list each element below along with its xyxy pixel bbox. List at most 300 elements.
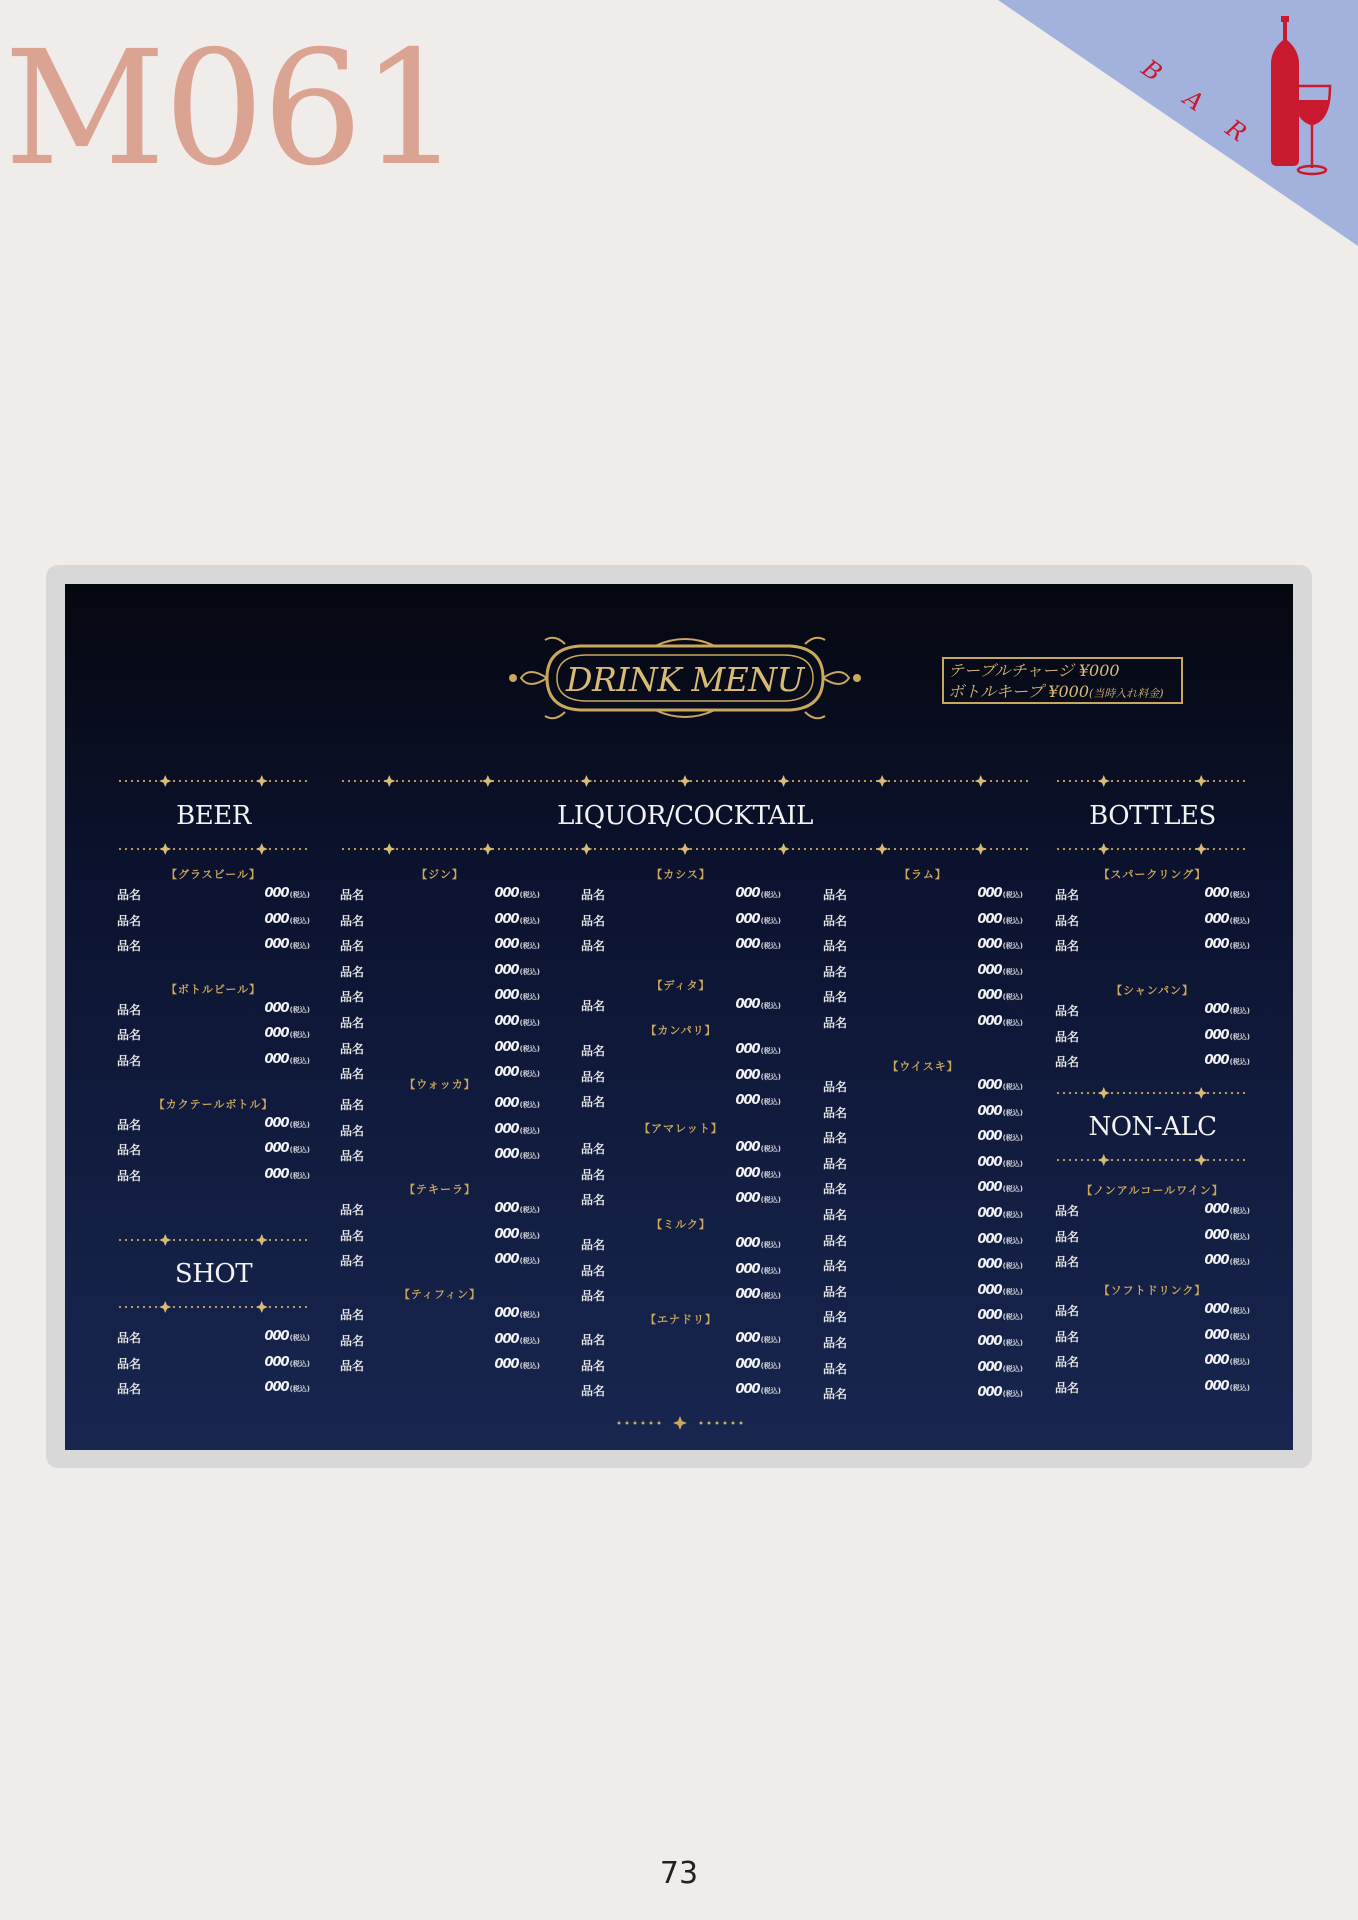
item-price: [977, 1360, 1023, 1375]
table-charge: テーブルチャージ ¥000: [948, 661, 1120, 680]
item-price-value: 000: [264, 911, 289, 927]
menu-item-row: [823, 1180, 1023, 1198]
group-label: 【アマレット】: [639, 1122, 723, 1135]
item-tax-note: (税込): [1229, 1207, 1250, 1215]
item-tax-note: (税込): [1229, 1332, 1250, 1341]
item-name: 品名: [581, 1069, 606, 1084]
item-price: [1204, 912, 1250, 927]
item-price: [977, 886, 1023, 901]
item-price: [735, 1287, 781, 1302]
item-name: 品名: [340, 1359, 365, 1374]
menu-item-row: [117, 1026, 310, 1044]
item-name: 品名: [581, 1095, 606, 1110]
menu-item-row: [117, 1167, 310, 1185]
item-tax-note: (税込): [760, 916, 781, 925]
item-tax-note: (税込): [519, 1070, 540, 1079]
item-name: 品名: [340, 1149, 365, 1164]
item-tax-note: (税込): [519, 1019, 540, 1027]
item-name: 品名: [1055, 1329, 1080, 1344]
bottom-ornament: [615, 1416, 745, 1430]
group-label: 【ウォッカ】: [404, 1078, 476, 1091]
menu-item-row: [117, 1052, 310, 1070]
item-price: [494, 1014, 540, 1029]
item-price-value: 000: [977, 1231, 1002, 1247]
item-name: 品名: [117, 1143, 142, 1158]
item-price-value: 000: [735, 1287, 760, 1303]
item-price: [494, 1252, 540, 1267]
item-price-value: 000: [264, 1052, 289, 1067]
item-name: 品名: [823, 1233, 848, 1248]
item-tax-note: (税込): [1229, 1307, 1250, 1315]
item-tax-note: (税込): [760, 942, 781, 951]
menu-item-row: [1055, 1053, 1250, 1071]
item-name: 品名: [581, 913, 606, 928]
page-number: 73: [659, 1856, 699, 1891]
item-name: 品名: [823, 964, 848, 979]
menu-item-row: [117, 1141, 310, 1159]
menu-item-row: [340, 912, 540, 930]
menu-item-row: [340, 1357, 540, 1375]
item-price-value: 000: [494, 886, 519, 901]
item-price-value: 000: [1204, 911, 1229, 927]
menu-item-row: [1055, 886, 1250, 904]
item-price-value: 000: [494, 1357, 519, 1373]
item-price-value: 000: [264, 1166, 289, 1182]
menu-item-row: [581, 1357, 781, 1375]
svg-text:B: B: [1136, 53, 1168, 88]
item-name: 品名: [340, 964, 365, 979]
menu-item-row: [117, 937, 310, 955]
item-name: 品名: [823, 1284, 848, 1299]
item-price-value: 000: [494, 1096, 519, 1111]
gold-ornament-divider: [340, 775, 1030, 787]
menu-item-row: [823, 937, 1023, 955]
item-tax-note: (税込): [1229, 942, 1250, 951]
item-price: [977, 912, 1023, 927]
item-name: 品名: [340, 939, 365, 954]
item-name: 品名: [823, 913, 848, 928]
item-price: [1204, 1302, 1250, 1317]
item-price-value: 000: [977, 1359, 1002, 1375]
item-price: [735, 1236, 781, 1251]
menu-item-row: [581, 1331, 781, 1349]
item-tax-note: (税込): [1002, 916, 1023, 925]
item-price: [735, 1042, 781, 1057]
charge-box: [942, 657, 1183, 704]
menu-item-row: [1055, 1353, 1250, 1371]
item-price: [494, 963, 540, 978]
item-price: [494, 1227, 540, 1242]
item-price: [264, 1380, 310, 1395]
item-price: [264, 1167, 310, 1182]
item-tax-note: (税込): [760, 1336, 781, 1344]
item-name: 品名: [581, 1263, 606, 1278]
item-price: [977, 1257, 1023, 1272]
group-label: 【ミルク】: [651, 1218, 711, 1231]
item-tax-note: (税込): [519, 1231, 540, 1240]
item-tax-note: (税込): [519, 1044, 540, 1053]
item-price-value: 000: [977, 937, 1002, 953]
item-name: 品名: [823, 990, 848, 1005]
item-name: 品名: [823, 1182, 848, 1197]
item-price-value: 000: [264, 1380, 289, 1396]
item-tax-note: (税込): [289, 1031, 310, 1040]
gold-ornament-divider: [340, 843, 1030, 855]
item-name: 品名: [581, 888, 606, 902]
gold-ornament-divider: [117, 1234, 310, 1246]
item-tax-note: (税込): [1002, 1159, 1023, 1168]
item-tax-note: (税込): [289, 1120, 310, 1129]
item-name: 品名: [823, 1016, 848, 1030]
item-tax-note: (税込): [519, 942, 540, 951]
item-tax-note: (税込): [1002, 942, 1023, 951]
item-tax-note: (税込): [760, 1145, 781, 1153]
item-name: 品名: [1055, 1380, 1080, 1395]
liquor-title: LIQUOR/COCKTAIL: [557, 801, 813, 831]
gold-ornament-divider: [1055, 843, 1250, 855]
item-tax-note: (税込): [760, 1170, 781, 1179]
menu-item-row: [117, 886, 310, 904]
item-name: 品名: [117, 913, 142, 928]
item-price: [264, 937, 310, 952]
shot-title: SHOT: [174, 1259, 253, 1289]
item-tax-note: (税込): [289, 891, 310, 899]
item-price: [735, 912, 781, 927]
item-name: 品名: [1055, 1255, 1080, 1270]
item-tax-note: (税込): [519, 1257, 540, 1266]
item-tax-note: (税込): [1229, 1058, 1250, 1067]
item-price-value: 000: [264, 937, 289, 953]
item-price: [977, 1104, 1023, 1119]
item-price: [494, 1201, 540, 1216]
gold-ornament-divider: [117, 843, 310, 855]
item-price-value: 000: [735, 937, 760, 953]
menu-item-row: [823, 1385, 1023, 1403]
menu-item-row: [1055, 1002, 1250, 1020]
item-price: [977, 1155, 1023, 1170]
group-label: 【スパークリング】: [1098, 868, 1207, 881]
item-price: [1204, 886, 1250, 901]
menu-item-row: [1055, 1328, 1250, 1346]
menu-item-row: [581, 1093, 781, 1111]
item-price-value: 000: [494, 1201, 519, 1216]
item-price: [735, 1140, 781, 1155]
item-price: [494, 1332, 540, 1347]
group-label: 【ジン】: [416, 868, 464, 881]
bottles-title: BOTTLES: [1089, 801, 1216, 831]
item-tax-note: (税込): [1002, 891, 1023, 899]
item-price-value: 000: [1204, 1202, 1229, 1217]
gold-ornament-divider: [117, 775, 310, 787]
item-tax-note: (税込): [1002, 1313, 1023, 1322]
item-name: 品名: [1055, 1004, 1080, 1018]
item-price-value: 000: [735, 1261, 760, 1277]
item-price-value: 000: [735, 1382, 760, 1398]
item-price-value: 000: [735, 1356, 760, 1372]
menu-item-row: [1055, 1253, 1250, 1271]
item-price-value: 000: [977, 911, 1002, 927]
menu-item-row: [823, 1155, 1023, 1173]
item-tax-note: (税込): [519, 1362, 540, 1371]
item-price: [977, 937, 1023, 952]
item-price-value: 000: [264, 1026, 289, 1042]
item-name: 品名: [117, 1168, 142, 1183]
item-tax-note: (税込): [1229, 1358, 1250, 1367]
gold-ornament-divider: [117, 1301, 310, 1313]
menu-item-row: [581, 1382, 781, 1400]
item-name: 品名: [823, 1387, 848, 1402]
item-tax-note: (税込): [519, 1311, 540, 1319]
item-tax-note: (税込): [289, 1005, 310, 1014]
item-price-value: 000: [494, 1226, 519, 1242]
item-price-value: 000: [1204, 1353, 1229, 1369]
item-price-value: 000: [1204, 1327, 1229, 1343]
menu-item-row: [1055, 1028, 1250, 1046]
item-price-value: 000: [735, 1165, 760, 1181]
item-price-value: 000: [494, 1065, 519, 1081]
group-label: 【シャンパン】: [1110, 984, 1194, 997]
svg-text:R: R: [1220, 113, 1252, 148]
item-name: 品名: [823, 1208, 848, 1222]
item-price-value: 000: [1204, 937, 1229, 953]
item-name: 品名: [1055, 1055, 1080, 1070]
item-price-value: 000: [1204, 1253, 1229, 1269]
item-price: [735, 1068, 781, 1083]
item-price: [494, 937, 540, 952]
item-price: [735, 886, 781, 901]
item-tax-note: (税込): [289, 1385, 310, 1394]
menu-item-row: [581, 1236, 781, 1254]
item-price-value: 000: [494, 1331, 519, 1347]
group-label: 【ボトルビール】: [165, 982, 262, 996]
item-name: 品名: [340, 990, 365, 1005]
item-tax-note: (税込): [760, 891, 781, 899]
group-label: 【テキーラ】: [404, 1183, 476, 1196]
item-price-value: 000: [494, 1039, 519, 1055]
item-price: [977, 1232, 1023, 1247]
item-tax-note: (税込): [519, 1101, 540, 1109]
item-name: 品名: [1055, 1304, 1080, 1318]
item-price-value: 000: [1204, 1053, 1229, 1069]
item-tax-note: (税込): [519, 993, 540, 1002]
item-tax-note: (税込): [289, 1334, 310, 1342]
menu-item-row: [823, 1360, 1023, 1378]
item-price: [494, 988, 540, 1003]
gold-ornament-divider: [1055, 1087, 1250, 1099]
item-price: [735, 1166, 781, 1181]
item-name: 品名: [117, 1028, 142, 1043]
item-price-value: 000: [494, 1014, 519, 1029]
menu-item-row: [823, 886, 1023, 904]
item-price: [264, 1052, 310, 1067]
menu-item-row: [581, 912, 781, 930]
menu-item-row: [340, 988, 540, 1006]
item-name: 品名: [823, 1156, 848, 1171]
item-price: [977, 1283, 1023, 1298]
item-tax-note: (税込): [289, 942, 310, 951]
item-tax-note: (税込): [1002, 1134, 1023, 1143]
item-name: 品名: [581, 1142, 606, 1156]
item-price: [494, 1096, 540, 1111]
menu-title: DRINK MENU: [566, 660, 804, 699]
item-price-value: 000: [977, 1014, 1002, 1029]
group-label: 【ウイスキ】: [887, 1060, 959, 1073]
item-price-value: 000: [735, 911, 760, 927]
item-name: 品名: [823, 939, 848, 954]
menu-item-row: [340, 886, 540, 904]
item-price-value: 000: [264, 1354, 289, 1370]
item-name: 品名: [117, 1331, 142, 1345]
item-price-value: 000: [494, 911, 519, 927]
item-tax-note: (税込): [1002, 1083, 1023, 1091]
item-tax-note: (税込): [1002, 1364, 1023, 1373]
group-label: 【カシス】: [651, 868, 711, 881]
item-name: 品名: [581, 1193, 606, 1208]
item-name: 品名: [823, 1336, 848, 1350]
item-price-value: 000: [735, 1236, 760, 1251]
menu-item-row: [340, 1014, 540, 1032]
item-tax-note: (税込): [1229, 1232, 1250, 1241]
item-price-value: 000: [977, 1334, 1002, 1349]
item-price: [494, 1147, 540, 1162]
item-price: [264, 1026, 310, 1041]
item-price: [735, 1191, 781, 1206]
item-tax-note: (税込): [760, 1196, 781, 1205]
item-price: [977, 1385, 1023, 1400]
group-label: 【ソフトドリンク】: [1098, 1284, 1207, 1297]
item-name: 品名: [340, 1228, 365, 1243]
item-name: 品名: [823, 1105, 848, 1120]
item-price-value: 000: [1204, 1378, 1229, 1394]
group-label: 【カンパリ】: [645, 1024, 717, 1037]
item-price-value: 000: [494, 1252, 519, 1268]
item-tax-note: (税込): [760, 1266, 781, 1275]
item-tax-note: (税込): [760, 1072, 781, 1081]
menu-item-row: [1055, 1302, 1250, 1320]
item-price: [735, 1382, 781, 1397]
item-tax-note: (税込): [760, 1292, 781, 1301]
item-tax-note: (税込): [519, 1152, 540, 1161]
item-name: 品名: [823, 888, 848, 902]
group-label: 【ティフィン】: [398, 1288, 482, 1301]
group-label: 【カクテールボトル】: [153, 1097, 274, 1111]
item-name: 品名: [1055, 939, 1080, 954]
item-price-value: 000: [494, 1147, 519, 1163]
item-name: 品名: [1055, 1029, 1080, 1044]
menu-item-row: [823, 1206, 1023, 1224]
item-price: [494, 1306, 540, 1321]
item-name: 品名: [117, 939, 142, 954]
group-label: 【エナドリ】: [645, 1313, 717, 1326]
item-price: [977, 1206, 1023, 1221]
item-name: 品名: [581, 999, 606, 1013]
item-tax-note: (税込): [289, 1146, 310, 1155]
menu-item-row: [117, 1116, 310, 1134]
item-price: [494, 1357, 540, 1372]
item-name: 品名: [1055, 1229, 1080, 1244]
item-price-value: 000: [264, 1115, 289, 1131]
item-name: 品名: [340, 1067, 365, 1082]
menu-item-row: [823, 912, 1023, 930]
item-price-value: 000: [977, 1103, 1002, 1119]
menu-item-row: [823, 1257, 1023, 1275]
item-name: 品名: [340, 1254, 365, 1269]
item-price-value: 000: [735, 1140, 760, 1155]
item-price-value: 000: [735, 1067, 760, 1083]
item-price: [1204, 1002, 1250, 1017]
menu-item-row: [117, 1380, 310, 1398]
item-price-value: 000: [977, 1154, 1002, 1170]
item-price: [494, 912, 540, 927]
item-price-value: 000: [977, 1308, 1002, 1324]
menu-item-row: [823, 988, 1023, 1006]
item-tax-note: (税込): [760, 1241, 781, 1249]
group-label: 【グラスビール】: [165, 868, 261, 881]
item-name: 品名: [581, 1167, 606, 1182]
item-name: 品名: [581, 1384, 606, 1399]
item-name: 品名: [1055, 888, 1080, 902]
item-name: 品名: [117, 1117, 142, 1132]
item-name: 品名: [340, 1308, 365, 1322]
item-price-value: 000: [977, 1206, 1002, 1221]
item-price: [735, 1357, 781, 1372]
item-price-value: 000: [735, 997, 760, 1012]
item-name: 品名: [823, 1361, 848, 1376]
item-price: [1204, 1202, 1250, 1217]
menu-item-row: [340, 1227, 540, 1245]
item-tax-note: (税込): [1229, 1007, 1250, 1015]
item-price-value: 000: [1204, 1027, 1229, 1043]
menu-item-row: [823, 1078, 1023, 1096]
item-price-value: 000: [264, 886, 289, 901]
item-name: 品名: [823, 1310, 848, 1325]
item-tax-note: (税込): [1002, 1390, 1023, 1399]
menu-board: [65, 584, 1293, 1450]
item-name: 品名: [1055, 1204, 1080, 1218]
menu-item-row: [1055, 912, 1250, 930]
menu-item-row: [1055, 1379, 1250, 1397]
item-tax-note: (税込): [519, 1126, 540, 1135]
item-tax-note: (税込): [1002, 1211, 1023, 1219]
item-name: 品名: [581, 1289, 606, 1304]
item-tax-note: (税込): [289, 1057, 310, 1065]
item-name: 品名: [823, 1131, 848, 1146]
item-tax-note: (税込): [1229, 916, 1250, 925]
menu-item-row: [823, 1104, 1023, 1122]
item-price-value: 000: [977, 1129, 1002, 1145]
item-price-value: 000: [1204, 1227, 1229, 1243]
item-tax-note: (税込): [1002, 967, 1023, 976]
item-tax-note: (税込): [519, 916, 540, 925]
menu-item-row: [823, 1129, 1023, 1147]
item-price-value: 000: [264, 1329, 289, 1344]
item-tax-note: (税込): [289, 916, 310, 925]
item-price: [1204, 1228, 1250, 1243]
menu-item-row: [581, 1068, 781, 1086]
menu-item-row: [581, 1166, 781, 1184]
item-price: [977, 1180, 1023, 1195]
item-price: [1204, 1379, 1250, 1394]
item-price: [264, 1329, 310, 1344]
menu-item-row: [823, 1334, 1023, 1352]
item-price-value: 000: [494, 1306, 519, 1321]
item-price-value: 000: [735, 1093, 760, 1109]
item-price: [1204, 1353, 1250, 1368]
item-name: 品名: [581, 1238, 606, 1252]
item-tax-note: (税込): [519, 1336, 540, 1345]
item-price-value: 000: [735, 886, 760, 901]
item-tax-note: (税込): [760, 1387, 781, 1396]
